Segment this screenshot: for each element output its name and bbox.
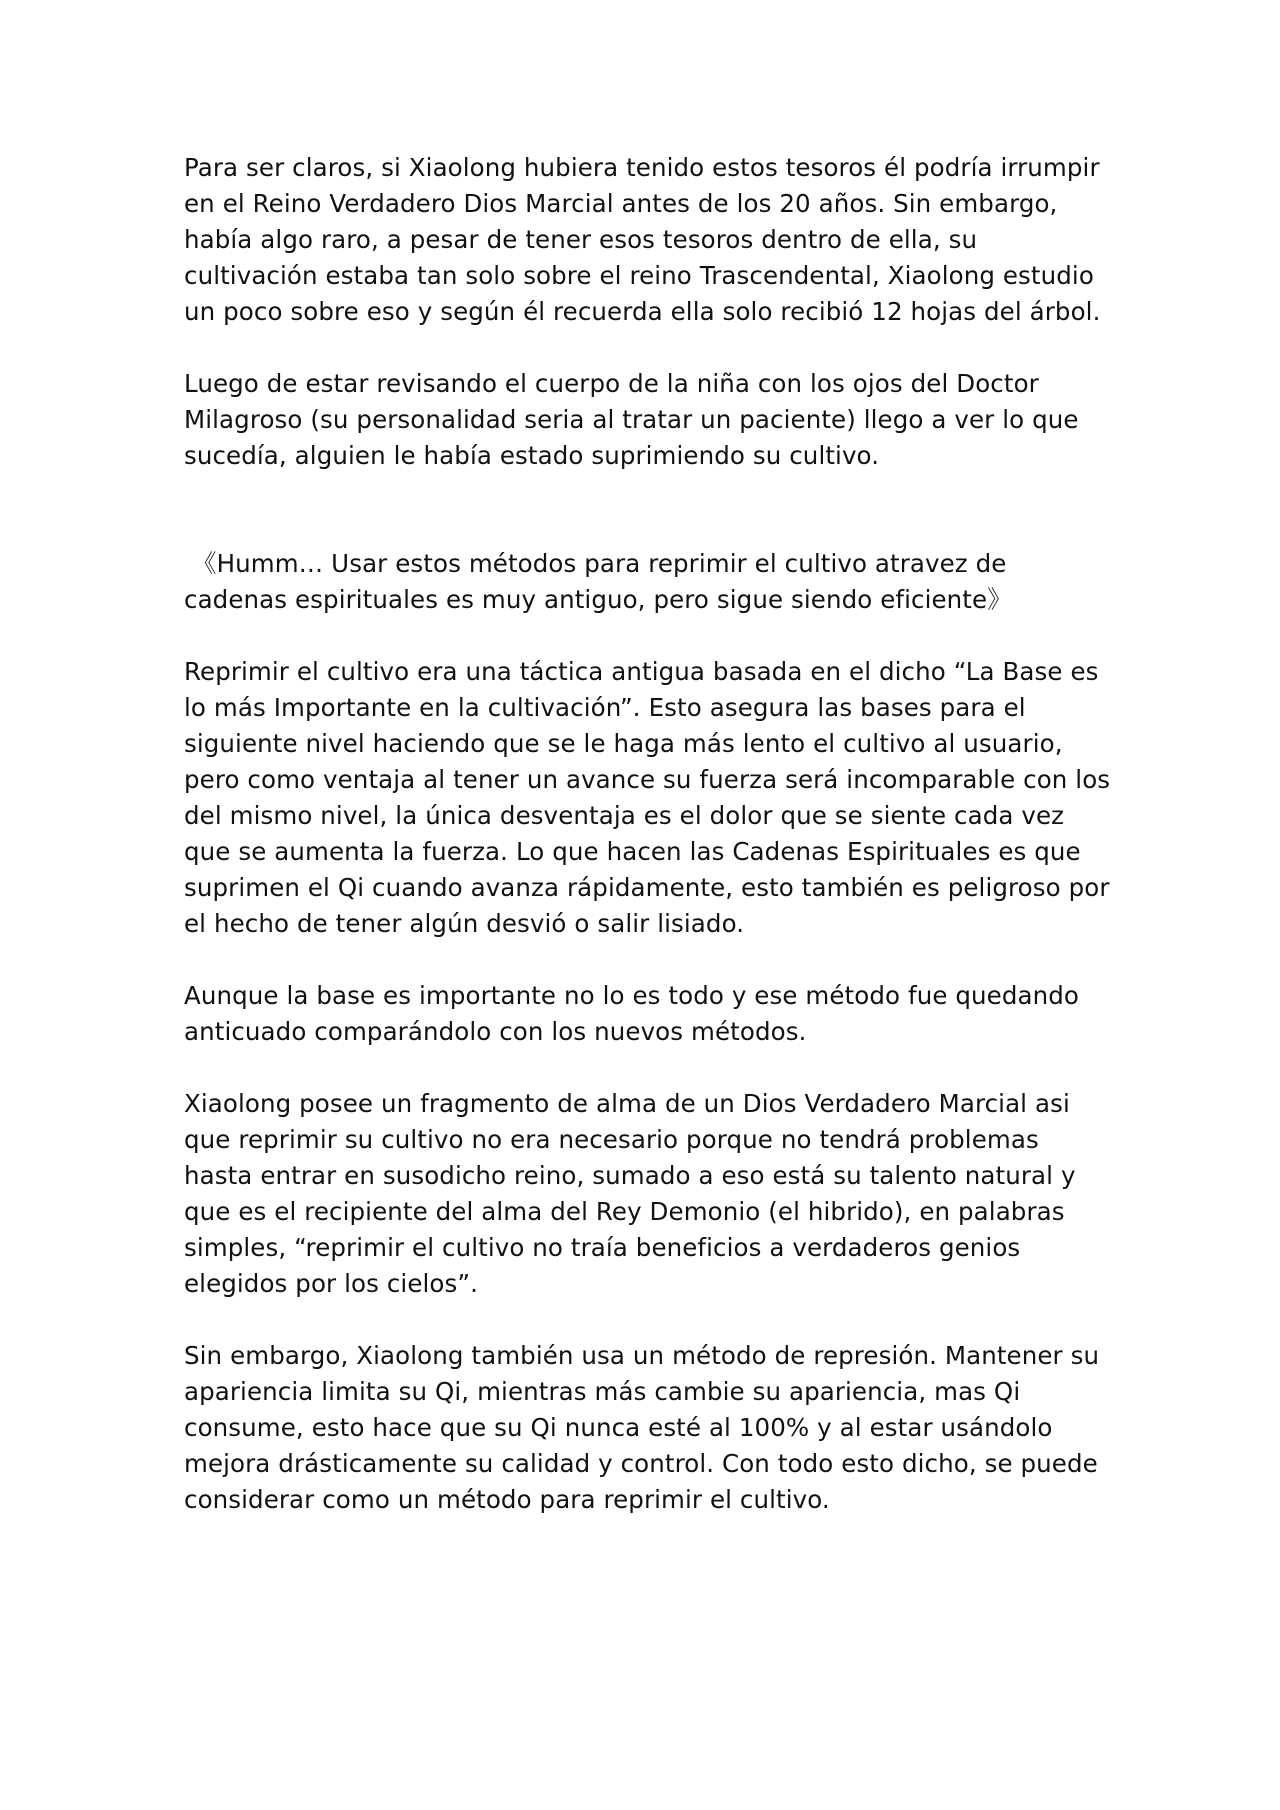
paragraph-6: Xiaolong posee un fragmento de alma de un Dios Verdadero Marcial asi que reprimir su cultivo no era necesario porque no tendrá problemas hasta entrar en susodicho reino, sumado a eso está su talento natural y que es el recipiente del alma del Rey Demonio (el hibrido), en palabras simples, “reprimir el cultivo no traía beneficios a verdaderos genios elegidos por los cielos”. — [184, 1089, 1076, 1298]
paragraph-5: Aunque la base es importante no lo es todo y ese método fue quedando anticuado comparándolo con los nuevos métodos. — [184, 981, 1079, 1046]
paragraph-4: Reprimir el cultivo era una táctica antigua basada en el dicho “La Base es lo más Importante en la cultivación”. Esto asegura las bases para el siguiente nivel haciendo que se le haga más lento el cultivo al usuario, pero como ventaja al tener un avance su fuerza será incomparable con los del mismo nivel, la única desventaja es el dolor que se siente cada vez que se aumenta la fuerza. Lo que hacen las Cadenas Espirituales es que suprimen el Qi cuando avanza rápidamente, esto también es peligroso por el hecho de tener algún desvió o salir lisiado. — [184, 657, 1111, 938]
paragraph-2: Luego de estar revisando el cuerpo de la niña con los ojos del Doctor Milagroso (su personalidad seria al tratar un paciente) llego a ver lo que sucedía, alguien le había estado suprimiendo su cultivo. — [184, 369, 1079, 470]
document-body — [184, 150, 1114, 1554]
paragraph-7: Sin embargo, Xiaolong también usa un método de represión. Mantener su apariencia limita su Qi, mientras más cambie su apariencia, mas Qi consume, esto hace que su Qi nunca esté al 100% y al estar usándolo mejora drásticamente su calidad y control. Con todo esto dicho, se puede considerar como un método para reprimir el cultivo. — [184, 1341, 1100, 1514]
paragraph-1: Para ser claros, si Xiaolong hubiera tenido estos tesoros él podría irrumpir en el Reino Verdadero Dios Marcial antes de los 20 años. Sin embargo, había algo raro, a pesar de tener esos tesoros dentro de ella, su cultivación estaba tan solo sobre el reino Trascendental, Xiaolong estudio un poco sobre eso y según él recuerda ella solo recibió 12 hojas del árbol. — [184, 153, 1101, 326]
paragraph-quote: 《Humm… Usar estos métodos para reprimir el cultivo atravez de cadenas espirituales es muy antiguo, pero sigue siendo eficiente》 — [184, 549, 1012, 614]
